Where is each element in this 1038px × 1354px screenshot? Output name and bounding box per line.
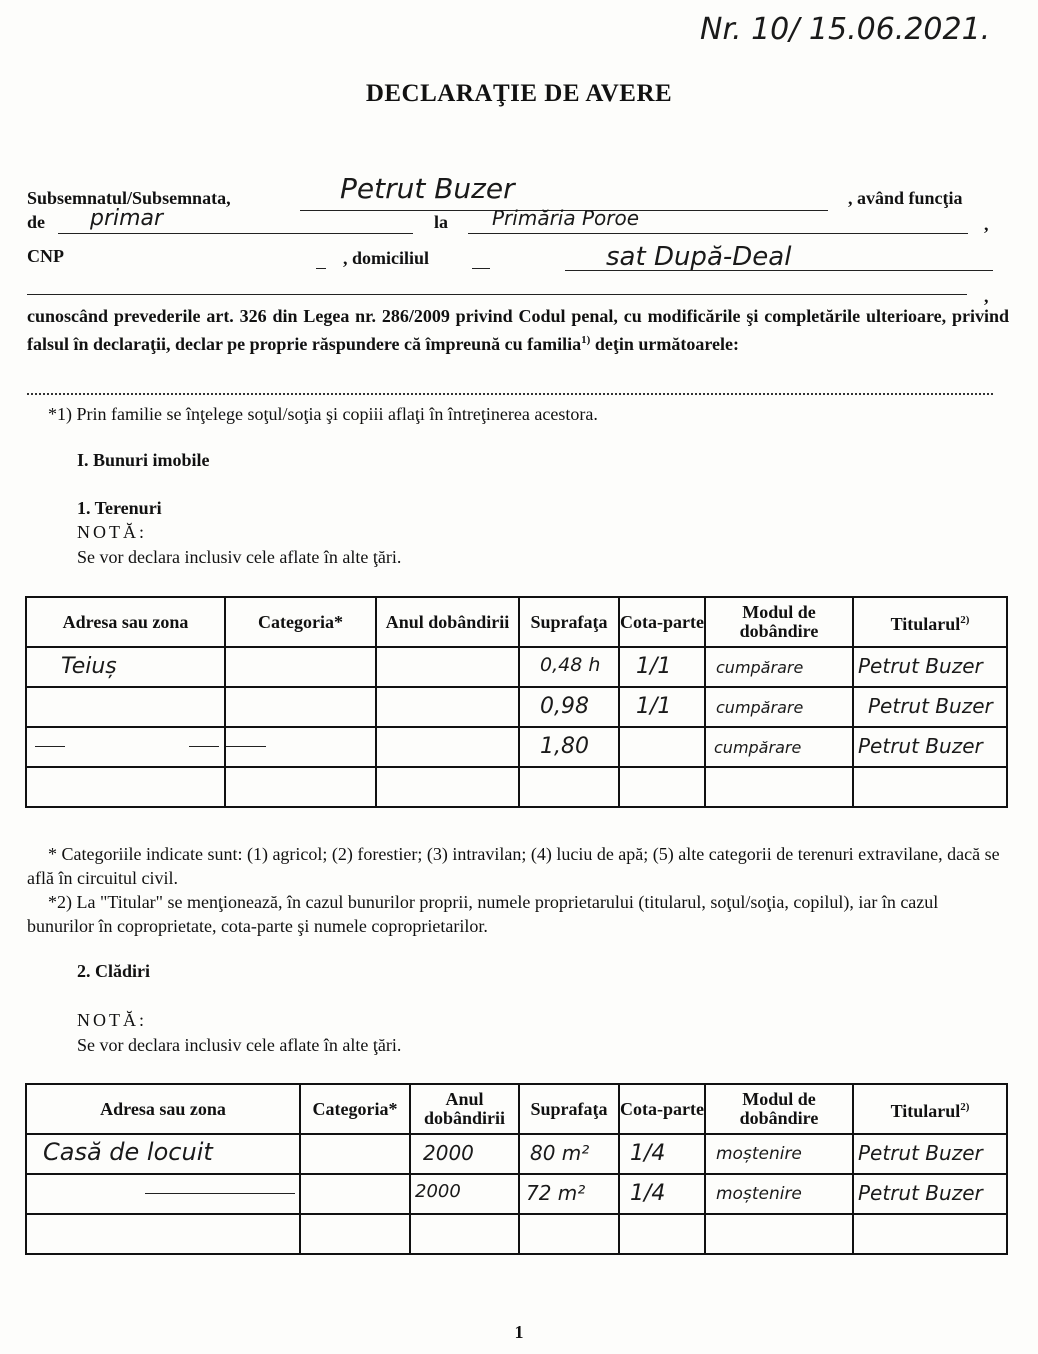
col-header-titular: Titularul$^{2)}$ <box>853 1084 1007 1134</box>
footnote-family: *1) Prin familie se înţelege soţul/soţia şi copiii aflaţi în întreţinerea acestora. <box>48 404 598 424</box>
cell-adresa[interactable] <box>26 767 225 807</box>
cell-modul[interactable] <box>705 1214 853 1254</box>
cell-adresa[interactable] <box>26 687 225 727</box>
cell-titular[interactable]: Petrut Buzer <box>853 687 1007 727</box>
cell-suprafata[interactable]: 0,98 <box>519 687 619 727</box>
terenuri-heading: 1. Terenuri <box>77 498 162 518</box>
cell-cota[interactable] <box>619 727 705 767</box>
cell-cota[interactable]: 1/4 <box>619 1174 705 1214</box>
terenuri-header-row <box>26 597 1007 647</box>
footnote-categories: * Categoriile indicate sunt: (1) agricol; (2) forestier; (3) intravilan; (4) luciu de apă; (5) alte categorii de terenuri extravilane, dacă se află în circuitul civil. <box>27 844 1000 888</box>
cell-anul[interactable] <box>376 687 519 727</box>
footnote-titular: *2) La "Titular" se menţionează, în cazul bunurilor proprii, numele proprietarului (titularul, soţul/soţia, copilul), iar în cazul bunurilor în coproprietate, cota-parte şi numele coproprietarilor. <box>27 892 939 936</box>
cell-categoria[interactable] <box>225 687 376 727</box>
col-header-adresa: Adresa sau zona <box>26 1084 300 1134</box>
function-field[interactable]: primar <box>90 206 164 231</box>
col-header-suprafata: Suprafaţa <box>519 597 619 647</box>
cnp-label: CNP <box>27 246 64 266</box>
cell-categoria[interactable] <box>300 1174 410 1214</box>
cell-modul[interactable]: cumpărare <box>705 727 853 767</box>
table-row <box>26 1134 1007 1174</box>
col-header-cota: Cota-parte <box>619 1084 705 1134</box>
footnote-ref-1: 1) <box>581 334 591 346</box>
cell-titular[interactable]: Petrut Buzer <box>853 1174 1007 1214</box>
col-header-anul: Anul dobândirii <box>376 597 519 647</box>
domicile-underline <box>565 270 993 271</box>
cladiri-nota: NOTĂ: <box>77 1010 147 1030</box>
empty-dash <box>226 746 266 747</box>
cell-cota[interactable]: 1/1 <box>619 647 705 687</box>
terenuri-table <box>25 596 1008 808</box>
cell-titular[interactable]: Petrut Buzer <box>853 1134 1007 1174</box>
cladiri-heading: 2. Clădiri <box>77 961 151 981</box>
page-number: 1 <box>514 1322 524 1342</box>
table-row <box>26 727 1007 767</box>
cnp-dash <box>316 268 326 269</box>
cell-adresa[interactable] <box>26 1174 300 1214</box>
cell-anul[interactable] <box>376 647 519 687</box>
cell-adresa[interactable] <box>26 727 225 767</box>
cell-categoria[interactable] <box>225 767 376 807</box>
de-label: de <box>27 212 45 232</box>
cell-cota[interactable] <box>619 1214 705 1254</box>
cell-cota[interactable]: 1/4 <box>619 1134 705 1174</box>
name-field[interactable]: Petrut Buzer <box>340 172 515 205</box>
footnote-ref-2: 2) <box>960 1100 970 1113</box>
empty-dash <box>189 746 219 747</box>
cell-suprafata[interactable]: 1,80 <box>519 727 619 767</box>
document-title: DECLARAŢIE DE AVERE <box>365 80 673 107</box>
cell-suprafata[interactable] <box>519 1214 619 1254</box>
cell-suprafata[interactable]: 0,48 h <box>519 647 619 687</box>
cell-suprafata[interactable]: 72 m² <box>519 1174 619 1214</box>
cell-modul[interactable]: moștenire <box>705 1134 853 1174</box>
cell-cota[interactable] <box>619 767 705 807</box>
comma-1: , <box>984 214 989 234</box>
avand-functia-label: , având funcţia <box>848 188 963 208</box>
function-underline <box>58 233 413 234</box>
cladiri-nota-text: Se vor declara inclusiv cele aflate în alte ţări. <box>77 1035 402 1055</box>
institution-field[interactable]: Primăria Poroe <box>492 206 640 230</box>
table-row <box>26 1174 1007 1214</box>
cladiri-table <box>25 1083 1008 1255</box>
domicile-continuation-line <box>27 294 967 295</box>
cell-adresa[interactable] <box>26 1214 300 1254</box>
cell-anul[interactable] <box>376 727 519 767</box>
cell-modul[interactable]: moștenire <box>705 1174 853 1214</box>
cell-adresa[interactable]: Teiuș <box>26 647 225 687</box>
col-header-cota: Cota-parte <box>619 597 705 647</box>
comma-2: , <box>984 286 989 306</box>
col-header-adresa: Adresa sau zona <box>26 597 225 647</box>
table-row <box>26 767 1007 807</box>
cell-titular[interactable]: Petrut Buzer <box>853 647 1007 687</box>
cell-modul[interactable]: cumpărare <box>705 647 853 687</box>
cell-adresa[interactable]: Casă de locuit <box>26 1134 300 1174</box>
dotted-separator <box>27 393 993 395</box>
col-header-suprafata: Suprafaţa <box>519 1084 619 1134</box>
la-label: la <box>434 212 449 232</box>
registration-stamp: Nr. 10/ 15.06.2021. <box>700 12 991 47</box>
empty-dash <box>35 746 65 747</box>
cell-titular[interactable] <box>853 767 1007 807</box>
section-bunuri-imobile: I. Bunuri imobile <box>77 450 210 470</box>
cladiri-header-row <box>26 1084 1007 1134</box>
intro-paragraph: cunoscând prevederile art. 326 din Legea nr. 286/2009 privind Codul penal, cu modificările şi completările ulterioare, privind falsul în declaraţii, declar pe proprie răspundere că împreună cu familia$^{1)}$ deţin următoarele: <box>27 306 1009 354</box>
cell-categoria[interactable] <box>225 647 376 687</box>
terenuri-nota: NOTĂ: <box>77 522 147 542</box>
cell-modul[interactable]: cumpărare <box>705 687 853 727</box>
cell-categoria[interactable] <box>225 727 376 767</box>
cell-suprafata[interactable] <box>519 767 619 807</box>
cell-titular[interactable]: Petrut Buzer <box>853 727 1007 767</box>
col-header-categoria: Categoria* <box>225 597 376 647</box>
domiciliul-label: , domiciliul <box>343 248 430 268</box>
col-header-titular: Titularul$^{2)}$ <box>853 597 1007 647</box>
domicile-dash <box>472 268 490 269</box>
table-row <box>26 1214 1007 1254</box>
cell-anul[interactable]: 2000 <box>410 1134 519 1174</box>
cell-categoria[interactable] <box>300 1214 410 1254</box>
table-row <box>26 647 1007 687</box>
empty-dash <box>145 1193 295 1194</box>
cell-anul[interactable] <box>376 767 519 807</box>
table-row <box>26 687 1007 727</box>
institution-underline <box>468 233 968 234</box>
cell-anul[interactable] <box>410 1214 519 1254</box>
footnote-ref-2: 2) <box>960 613 970 626</box>
col-header-modul: Modul de dobândire <box>705 1084 853 1134</box>
cell-titular[interactable] <box>853 1214 1007 1254</box>
col-header-anul: Anul dobândirii <box>410 1084 519 1134</box>
cell-categoria[interactable] <box>300 1134 410 1174</box>
cell-suprafata[interactable]: 80 m² <box>519 1134 619 1174</box>
col-header-modul: Modul de dobândire <box>705 597 853 647</box>
terenuri-nota-text: Se vor declara inclusiv cele aflate în alte ţări. <box>77 547 402 567</box>
cell-cota[interactable]: 1/1 <box>619 687 705 727</box>
subsemnatul-label: Subsemnatul/Subsemnata, <box>27 188 231 208</box>
col-header-categoria: Categoria* <box>300 1084 410 1134</box>
cell-modul[interactable] <box>705 767 853 807</box>
domicile-field[interactable]: sat După-Deal <box>606 242 792 272</box>
cell-anul[interactable]: 2000 <box>410 1174 519 1214</box>
